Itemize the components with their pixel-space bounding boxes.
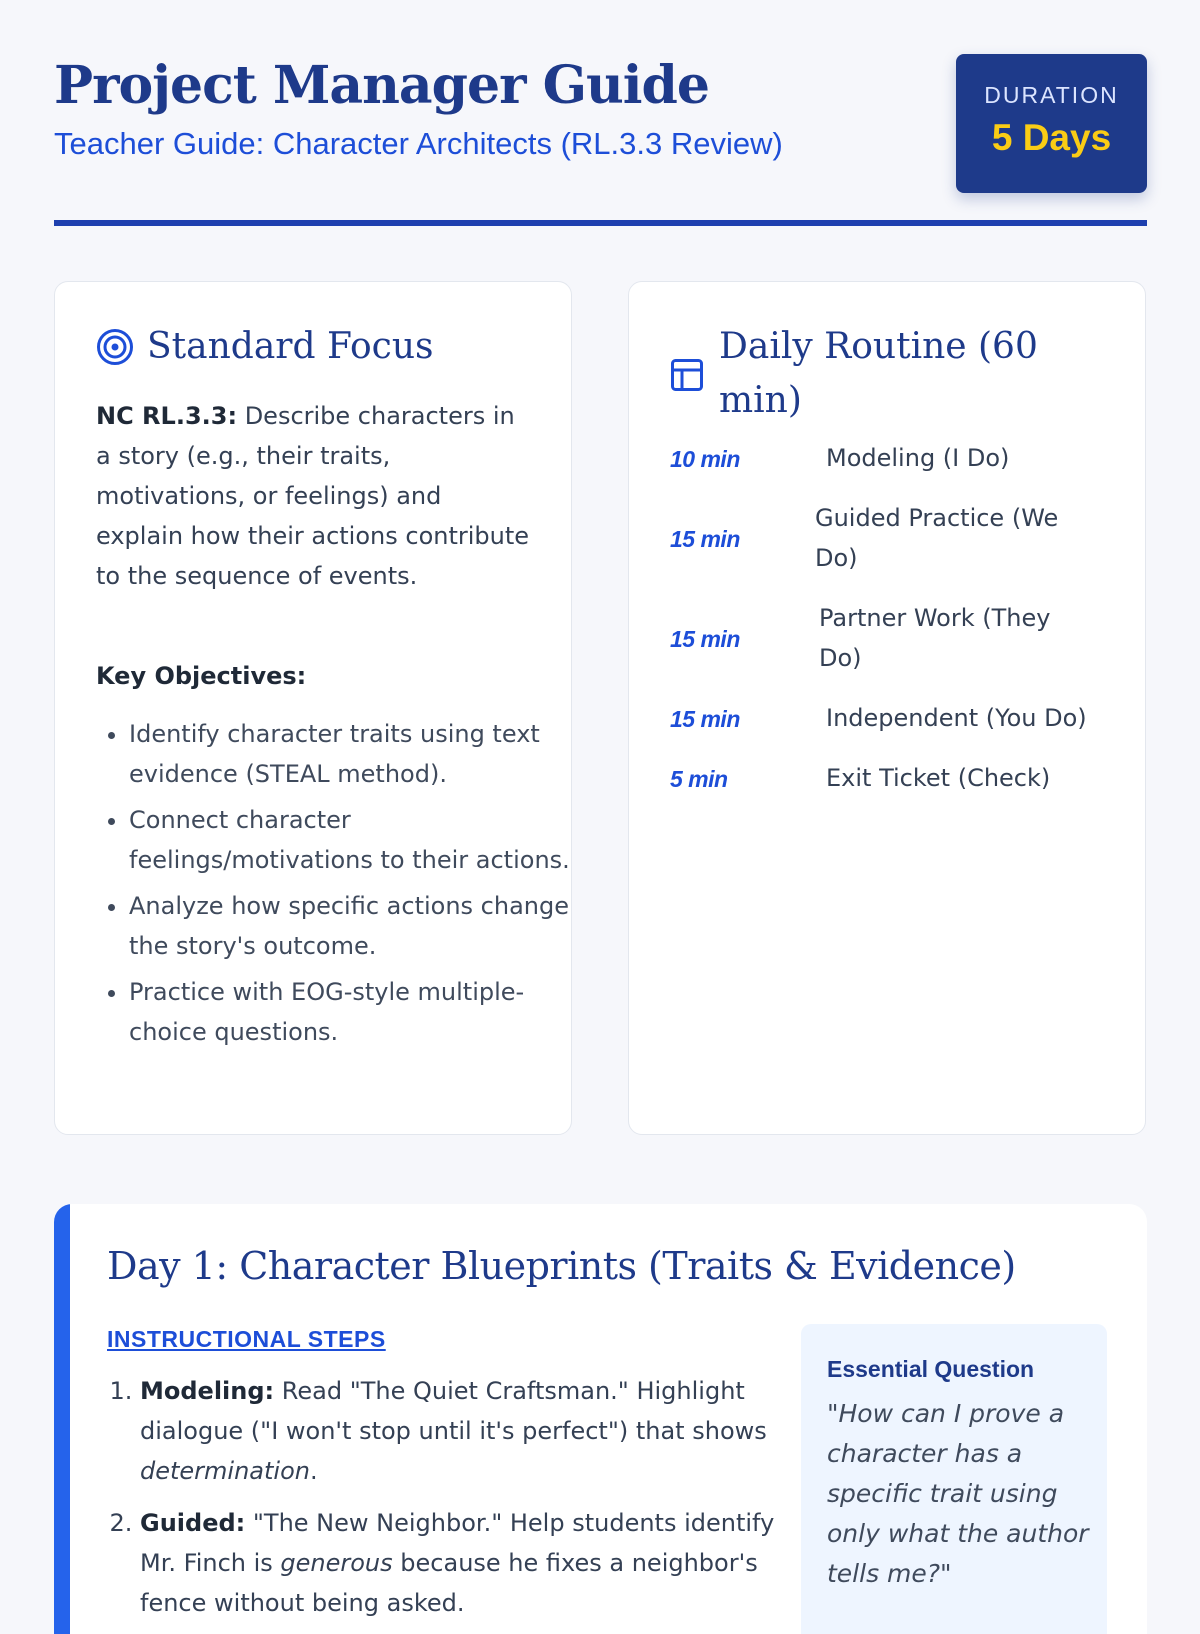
list-item: [140, 1371, 780, 1491]
list-item: [140, 1503, 780, 1623]
step-text: .: [309, 1457, 318, 1485]
standard-text: Describe characters in a story (e.g., their traits, motivations, or feelings) and explain how their actions contribute to the sequence of events.: [96, 402, 530, 590]
step-text: because he fixes a neighbor's fence without being asked.: [140, 1549, 758, 1617]
routine-time: 10 min: [670, 446, 740, 472]
routine-activity: Independent (You Do): [826, 704, 1087, 732]
day-accent-bar: [54, 1204, 70, 1634]
objectives-list: [96, 714, 574, 1058]
list-item: • Practice with EOG-style multiple-choice questions.: [129, 972, 574, 1052]
routine-activity: Modeling (I Do): [826, 444, 1010, 472]
step-text: Read "The Quiet Craftsman." Highlight dialogue ("I won't stop until it's perfect") that shows: [140, 1377, 767, 1445]
routine-time: 15 min: [670, 706, 740, 732]
header: [54, 54, 1147, 199]
objectives-label: Key Objectives:: [96, 662, 307, 690]
standard-description: [96, 396, 536, 596]
duration-label: DURATION: [984, 82, 1119, 108]
list-item: • Identify character traits using text evidence (STEAL method).: [129, 714, 574, 794]
instructional-steps-list: [107, 1371, 780, 1634]
duration-badge: [956, 54, 1147, 193]
essential-question-text: "How can I prove a character has a specific trait using only what the author tells me?": [827, 1399, 1089, 1588]
step-label: Modeling:: [140, 1377, 275, 1405]
step-label: Guided:: [140, 1509, 246, 1537]
instructional-steps-label: INSTRUCTIONAL STEPS: [107, 1326, 386, 1352]
day1-title: Day 1: Character Blueprints (Traits & Evidence): [107, 1244, 1016, 1288]
header-divider: [54, 220, 1147, 226]
routine-activity: Partner Work (They Do): [819, 604, 1051, 672]
duration-value: 5 Days: [991, 117, 1112, 158]
target-icon: [96, 328, 134, 370]
daily-routine-title: Daily Routine (60 min): [719, 326, 1038, 421]
step-emphasis: generous: [280, 1549, 393, 1577]
day1-section: [54, 1204, 1147, 1634]
step-text: "The New Neighbor." Help students identify Mr. Finch is: [140, 1509, 775, 1577]
page: [54, 0, 1147, 1617]
routine-activity: Exit Ticket (Check): [826, 764, 1051, 792]
standard-focus-title: Standard Focus: [147, 326, 434, 367]
standard-focus-card: [54, 281, 572, 1135]
daily-routine-card: [628, 281, 1146, 1135]
standard-code: NC RL.3.3:: [96, 402, 238, 430]
routine-time: 5 min: [670, 766, 728, 792]
essential-question-label: Essential Question: [827, 1356, 1035, 1382]
routine-time: 15 min: [670, 626, 740, 652]
routine-activity: Guided Practice (We Do): [815, 504, 1059, 572]
routine-time: 15 min: [670, 526, 740, 552]
page-title: Project Manager Guide: [54, 55, 709, 116]
list-item: • Analyze how specific actions change the story's outcome.: [129, 886, 574, 966]
page-subtitle: Teacher Guide: Character Architects (RL.3.3 Review): [54, 126, 783, 161]
layout-icon: [670, 358, 704, 396]
list-item: • Connect character feelings/motivations to their actions.: [129, 800, 574, 880]
essential-question-box: [801, 1324, 1107, 1634]
step-emphasis: determination: [140, 1457, 310, 1485]
